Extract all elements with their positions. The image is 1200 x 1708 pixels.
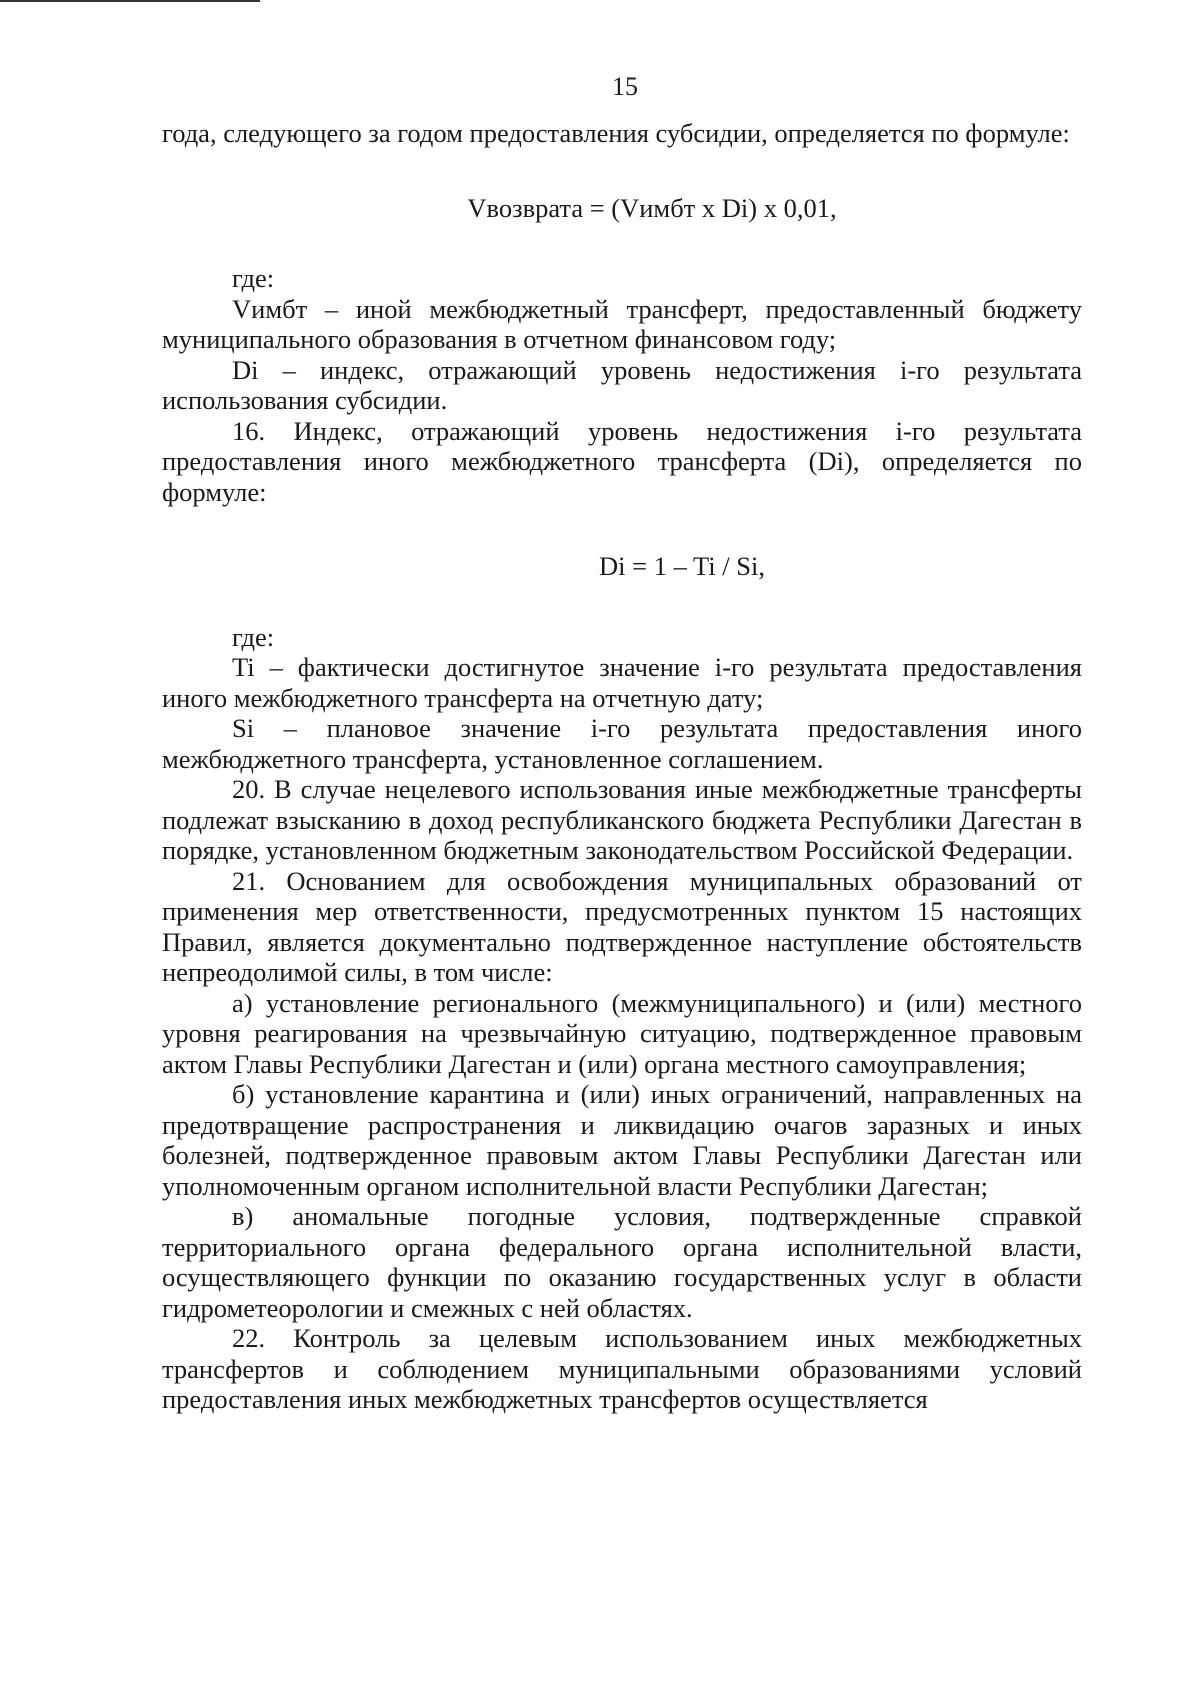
definition-di: Di – индекс, отражающий уровень недостижения i-го результата использования субсидии. bbox=[162, 354, 1082, 415]
document-body bbox=[162, 118, 1082, 1415]
definition-si: Si – плановое значение i-го результата предоставления иного межбюджетного трансферта, установленное соглашением. bbox=[162, 713, 1082, 774]
definition-vimbt: Vимбт – иной межбюджетный трансферт, предоставленный бюджету муниципального образования в отчетном финансовом году; bbox=[162, 293, 1082, 354]
where-label: где: bbox=[232, 263, 275, 293]
clause-22: 22. Контроль за целевым использованием иных межбюджетных трансфертов и соблюдением муниципальными образованиями условий предоставления иных межбюджетных трансфертов осуществляется bbox=[162, 1323, 1082, 1414]
clause-20: 20. В случае нецелевого использования иные межбюджетные трансферты подлежат взысканию в доход республиканского бюджета Республики Дагестан в порядке, установленном бюджетным законодательством Российской Федерации. bbox=[162, 774, 1082, 865]
paragraph-continuation: года, следующего за годом предоставления субсидии, определяется по формуле: bbox=[162, 118, 1070, 148]
where-label: где: bbox=[232, 621, 275, 652]
clause-21-item-v: в) аномальные погодные условия, подтвержденные справкой территориального органа федерального органа исполнительной власти, осуществляющего функции по оказанию государственных услуг в области гидрометеорологии и смежных с ней областях. bbox=[162, 1201, 1082, 1323]
formula-return-volume: Vвозврата = (Vимбт x Di) x 0,01, bbox=[467, 192, 837, 223]
definition-ti: Ti – фактически достигнутое значение i-го результата предоставления иного межбюджетного трансферта на отчетную дату; bbox=[162, 652, 1082, 713]
page-number: 15 bbox=[612, 72, 638, 101]
clause-21-item-b: б) установление карантина и (или) иных ограничений, направленных на предотвращение распространения и ликвидацию очагов заразных и иных болезней, подтвержденное правовым актом Главы Республики Дагестан или уполномоченным органом исполнительной власти Республики Дагестан; bbox=[162, 1079, 1082, 1201]
clause-21-item-a: а) установление регионального (межмуниципального) и (или) местного уровня реагирования на чрезвычайную ситуацию, подтвержденное правовым актом Главы Республики Дагестан и (или) органа местного самоуправления; bbox=[162, 987, 1082, 1079]
formula-di-index: Di = 1 – Ti / Si, bbox=[599, 551, 765, 581]
scan-top-border bbox=[0, 0, 260, 6]
clause-21: 21. Основанием для освобождения муниципальных образований от применения мер ответственности, предусмотренных пунктом 15 настоящих Правил, является документально подтвержденное наступление обстоятельств непреодолимой силы, в том числе: bbox=[162, 865, 1082, 987]
clause-16: 16. Индекс, отражающий уровень недостижения i-го результата предоставления иного межбюджетного трансферта (Di), определяется по формуле: bbox=[162, 415, 1082, 507]
